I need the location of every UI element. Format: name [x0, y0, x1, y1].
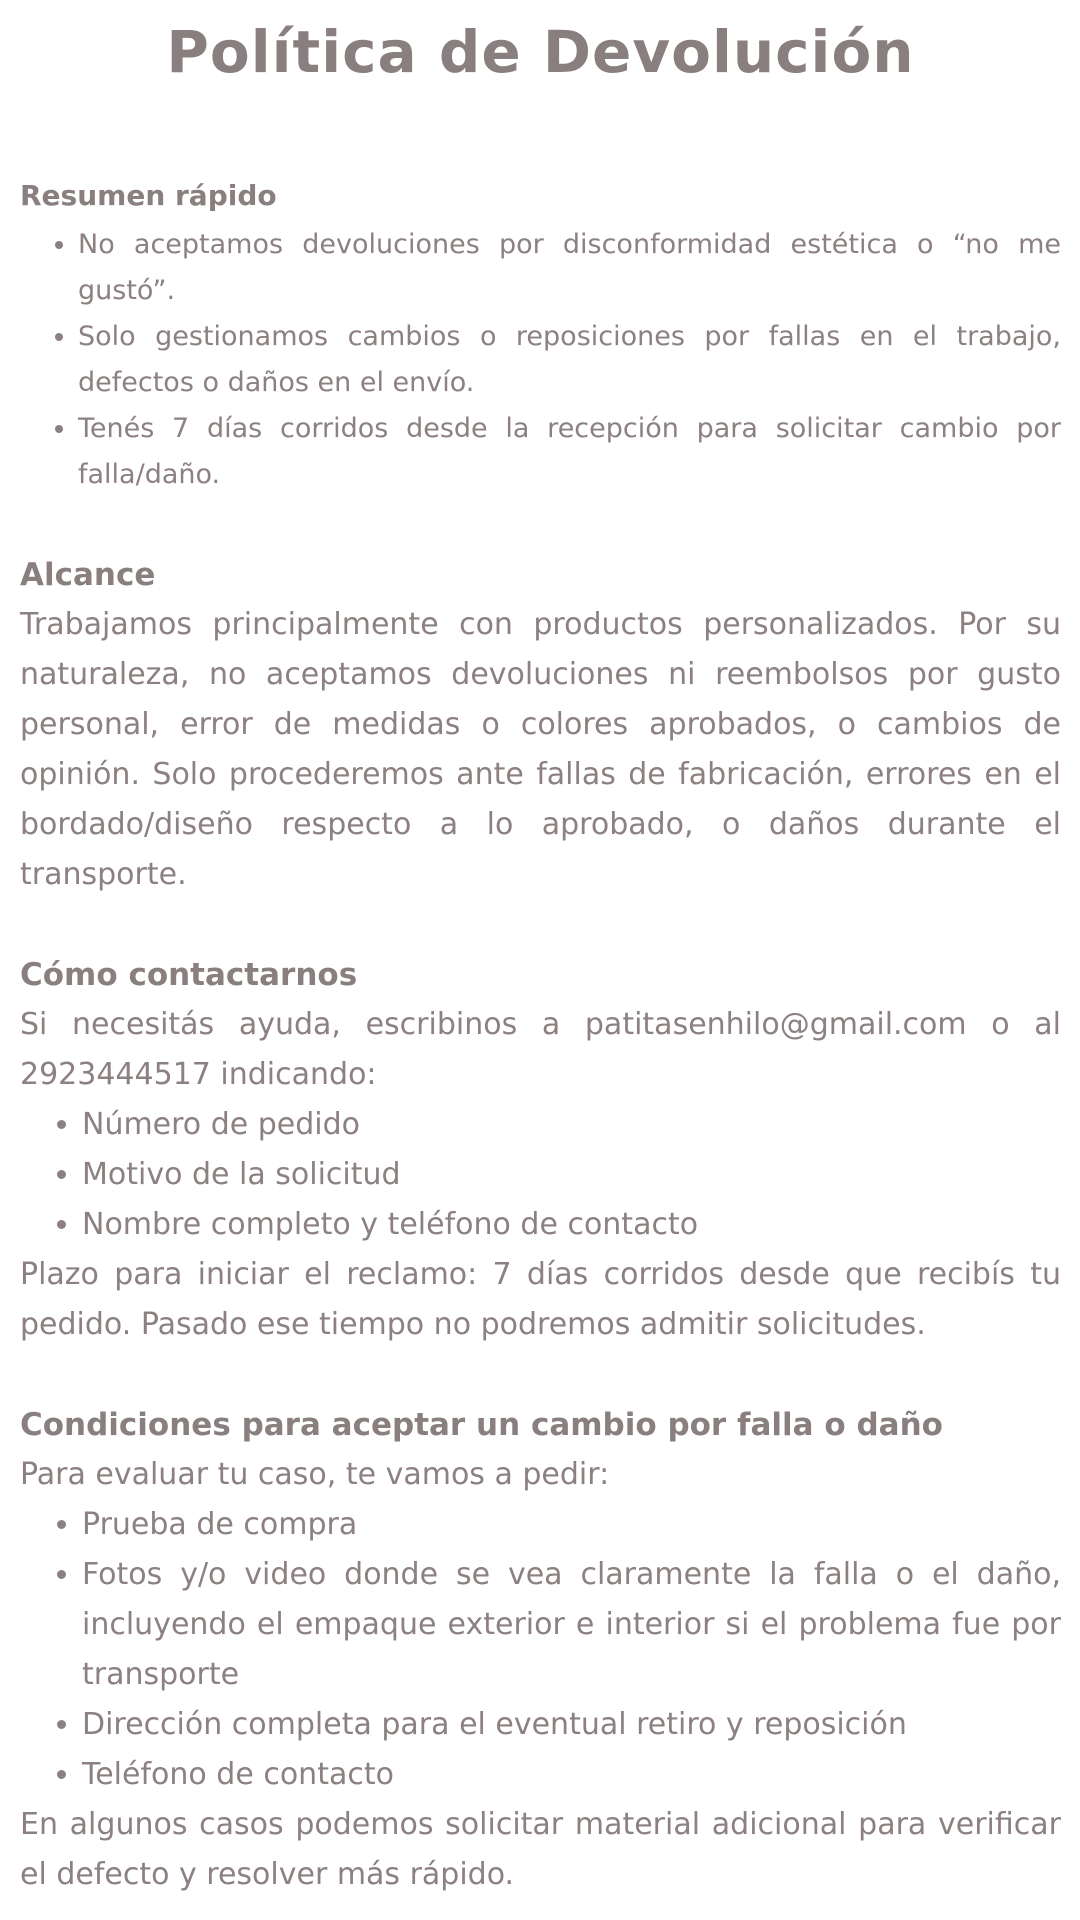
- contact-deadline: Plazo para iniciar el reclamo: 7 días corridos desde que recibís tu pedido. Pasado ese tiempo no podremos admitir solicitudes.: [20, 1257, 1061, 1342]
- list-item: • Teléfono de contacto: [82, 1750, 1061, 1800]
- conditions-section: [20, 1400, 1061, 1900]
- list-item: • Solo gestionamos cambios o reposiciones por fallas en el trabajo, defectos o daños en el envío.: [78, 314, 1061, 406]
- contact-intro: Si necesitás ayuda, escribinos a patitasenhilo@gmail.com o al 2923444517 indicando:: [20, 1007, 1061, 1092]
- list-item: • Dirección completa para el eventual retiro y reposición: [82, 1700, 1061, 1750]
- scope-section: [20, 550, 1061, 900]
- summary-section: [20, 176, 1061, 498]
- conditions-heading: Condiciones para aceptar un cambio por falla o daño: [20, 1407, 943, 1443]
- list-item: • Fotos y/o video donde se vea claramente la falla o el daño, incluyendo el empaque exterior e interior si el problema fue por transporte: [82, 1550, 1061, 1700]
- contact-heading: Cómo contactarnos: [20, 957, 358, 993]
- conditions-closing: En algunos casos podemos solicitar material adicional para verificar el defecto y resolver más rápido.: [20, 1807, 1061, 1892]
- scope-heading: Alcance: [20, 557, 156, 593]
- contact-list: [20, 1100, 1061, 1250]
- list-item: • No aceptamos devoluciones por disconformidad estética o “no me gustó”.: [78, 222, 1061, 314]
- list-item: • Nombre completo y teléfono de contacto: [82, 1200, 1061, 1250]
- scope-text: Trabajamos principalmente con productos personalizados. Por su naturaleza, no aceptamos devoluciones ni reembolsos por gusto personal, error de medidas o colores aprobados, o cambios de opinión. Solo procederemos ante fallas de fabricación, errores en el bordado/diseño respecto a lo aprobado, o daños durante el transporte.: [20, 607, 1061, 892]
- list-item: • Motivo de la solicitud: [82, 1150, 1061, 1200]
- list-item: • Número de pedido: [82, 1100, 1061, 1150]
- summary-heading: Resumen rápido: [20, 179, 277, 212]
- list-item: • Prueba de compra: [82, 1500, 1061, 1550]
- list-item: • Tenés 7 días corridos desde la recepción para solicitar cambio por falla/daño.: [78, 406, 1061, 498]
- summary-list: [20, 222, 1061, 498]
- conditions-list: [20, 1500, 1061, 1800]
- page-title: Política de Devolución: [166, 18, 915, 86]
- conditions-intro: Para evaluar tu caso, te vamos a pedir:: [20, 1457, 610, 1492]
- contact-section: [20, 950, 1061, 1350]
